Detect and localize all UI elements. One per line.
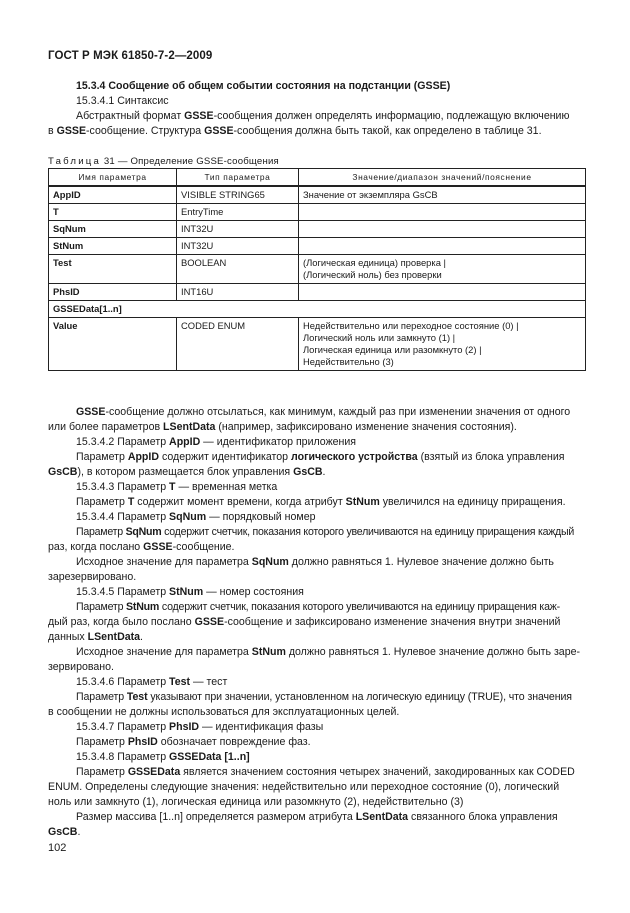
subsection-sqnum: 15.3.4.4 Параметр SqNum — порядковый номер xyxy=(76,511,316,523)
para-sqnum-1: Параметр SqNum содержит счетчик, показания которого увеличиваются на единицу приращения каждый xyxy=(76,526,575,538)
cell-parameter-name: Value xyxy=(49,318,177,371)
para-array-size-1: Размер массива [1..n] определяется размером атрибута LSentData связанного блока управления xyxy=(76,811,558,823)
para-stnum-init-1: Исходное значение для параметра StNum должно равняться 1. Нулевое значение должно быть заре- xyxy=(76,646,581,658)
description-line: Недействительно или переходное состояние (0) | xyxy=(303,320,519,331)
table-row xyxy=(49,318,586,371)
subsection-gssedata: 15.3.4.8 Параметр GSSEData [1..n] xyxy=(76,751,250,763)
cell-parameter-name: PhsID xyxy=(49,284,177,301)
gsse-definition-table xyxy=(48,168,586,371)
para-gssedata-2: ENUM. Определены следующие значения: недействительно или переходное состояние (0), логический xyxy=(48,781,560,793)
subsection-test: 15.3.4.6 Параметр Test — тест xyxy=(76,676,228,688)
table-row xyxy=(49,284,586,301)
para-sqnum-init-2: зарезервировано. xyxy=(48,571,137,583)
cell-parameter-type: VISIBLE STRING65 xyxy=(177,186,299,204)
column-header-type: Тип параметра xyxy=(177,169,299,187)
para-appid-2: GsCB), в котором размещается блок управления GsCB. xyxy=(48,466,326,478)
cell-parameter-name: Test xyxy=(49,255,177,284)
cell-parameter-type: INT32U xyxy=(177,221,299,238)
cell-parameter-description xyxy=(299,318,586,371)
cell-parameter-type: BOOLEAN xyxy=(177,255,299,284)
description-line: Недействительно (3) xyxy=(303,356,394,367)
subsection-t: 15.3.4.3 Параметр T — временная метка xyxy=(76,481,278,493)
subsection-appid: 15.3.4.2 Параметр AppID — идентификатор приложения xyxy=(76,436,357,448)
cell-parameter-type: CODED ENUM xyxy=(177,318,299,371)
subsection-syntax: 15.3.4.1 Синтаксис xyxy=(76,95,169,107)
description-line: (Логический ноль) без проверки xyxy=(303,269,442,280)
cell-parameter-description xyxy=(299,186,586,204)
table-row xyxy=(49,186,586,204)
para-test-1: Параметр Test указывают при значении, установленном на логическую единицу (TRUE), что значения xyxy=(76,691,572,703)
cell-parameter-name: StNum xyxy=(49,238,177,255)
para-gsse-send: GSSE-сообщение должно отсылаться, как минимум, каждый раз при изменении значения от одного xyxy=(76,406,571,418)
para-phsid: Параметр PhsID обозначает повреждение фаз. xyxy=(76,736,311,748)
description-line: (Логическая единица) проверка | xyxy=(303,257,446,268)
para-gssedata-3: ноль или замкнуто (1), логическая единица или разомкнуто (2), недействительно (3) xyxy=(48,796,464,808)
cell-parameter-name: GSSEData[1..n] xyxy=(49,301,586,318)
para-stnum-init-2: зервировано. xyxy=(48,661,114,673)
standard-header: ГОСТ Р МЭК 61850-7-2—2009 xyxy=(48,50,213,62)
column-header-description: Значение/диапазон значений/пояснение xyxy=(299,169,586,187)
table-row xyxy=(49,301,586,318)
para-sqnum-2: раз, когда послано GSSE-сообщение. xyxy=(48,541,235,553)
para-sqnum-init-1: Исходное значение для параметра SqNum должно равняться 1. Нулевое значение должно быть xyxy=(76,556,554,568)
cell-parameter-description xyxy=(299,204,586,221)
cell-parameter-type: EntryTime xyxy=(177,204,299,221)
table-caption: Таблица 31 — Определение GSSE-сообщения xyxy=(48,156,279,167)
para-gsse-send-2: или более параметров LSentData (например, зафиксировано изменение значения состояния). xyxy=(48,421,517,433)
para-stnum-3: данных LSentData. xyxy=(48,631,143,643)
cell-parameter-description xyxy=(299,221,586,238)
intro-line-2: в GSSE-сообщение. Структура GSSE-сообщения должна быть такой, как определено в таблице 31. xyxy=(48,125,542,137)
column-header-name: Имя параметра xyxy=(49,169,177,187)
page-number: 102 xyxy=(48,842,67,854)
description-line: Логический ноль или замкнуто (1) | xyxy=(303,332,456,343)
cell-parameter-type: INT32U xyxy=(177,238,299,255)
para-appid-1: Параметр AppID содержит идентификатор логического устройства (взятый из блока управления xyxy=(76,451,565,463)
table-row xyxy=(49,238,586,255)
table-row xyxy=(49,255,586,284)
cell-parameter-name: AppID xyxy=(49,186,177,204)
section-title: 15.3.4 Сообщение об общем событии состояния на подстанции (GSSE) xyxy=(76,80,451,92)
cell-parameter-description xyxy=(299,284,586,301)
cell-parameter-description xyxy=(299,255,586,284)
cell-parameter-name: SqNum xyxy=(49,221,177,238)
para-stnum-2: дый раз, когда было послано GSSE-сообщение и зафиксировано изменение значения внутри значений xyxy=(48,616,561,628)
para-t: Параметр T содержит момент времени, когда атрибут StNum увеличился на единицу приращения. xyxy=(76,496,566,508)
description-line: Значение от экземпляра GsCB xyxy=(303,189,438,200)
cell-parameter-description xyxy=(299,238,586,255)
cell-parameter-type: INT16U xyxy=(177,284,299,301)
description-line: Логическая единица или разомкнуто (2) | xyxy=(303,344,482,355)
intro-line-1: Абстрактный формат GSSE-сообщения должен определять информацию, подлежащую включению xyxy=(76,110,570,122)
para-stnum-1: Параметр StNum содержит счетчик, показания которого увеличиваются на единицу приращения каж- xyxy=(76,601,560,613)
subsection-phsid: 15.3.4.7 Параметр PhsID — идентификация фазы xyxy=(76,721,324,733)
cell-parameter-name: T xyxy=(49,204,177,221)
table-row xyxy=(49,204,586,221)
para-gssedata-1: Параметр GSSEData является значением состояния четырех значений, закодированных как CODED xyxy=(76,766,575,778)
para-array-size-2: GsCB. xyxy=(48,826,81,838)
table-row xyxy=(49,221,586,238)
para-test-2: в сообщении не должны использоваться для эксплуатационных целей. xyxy=(48,706,400,718)
subsection-stnum: 15.3.4.5 Параметр StNum — номер состояния xyxy=(76,586,304,598)
